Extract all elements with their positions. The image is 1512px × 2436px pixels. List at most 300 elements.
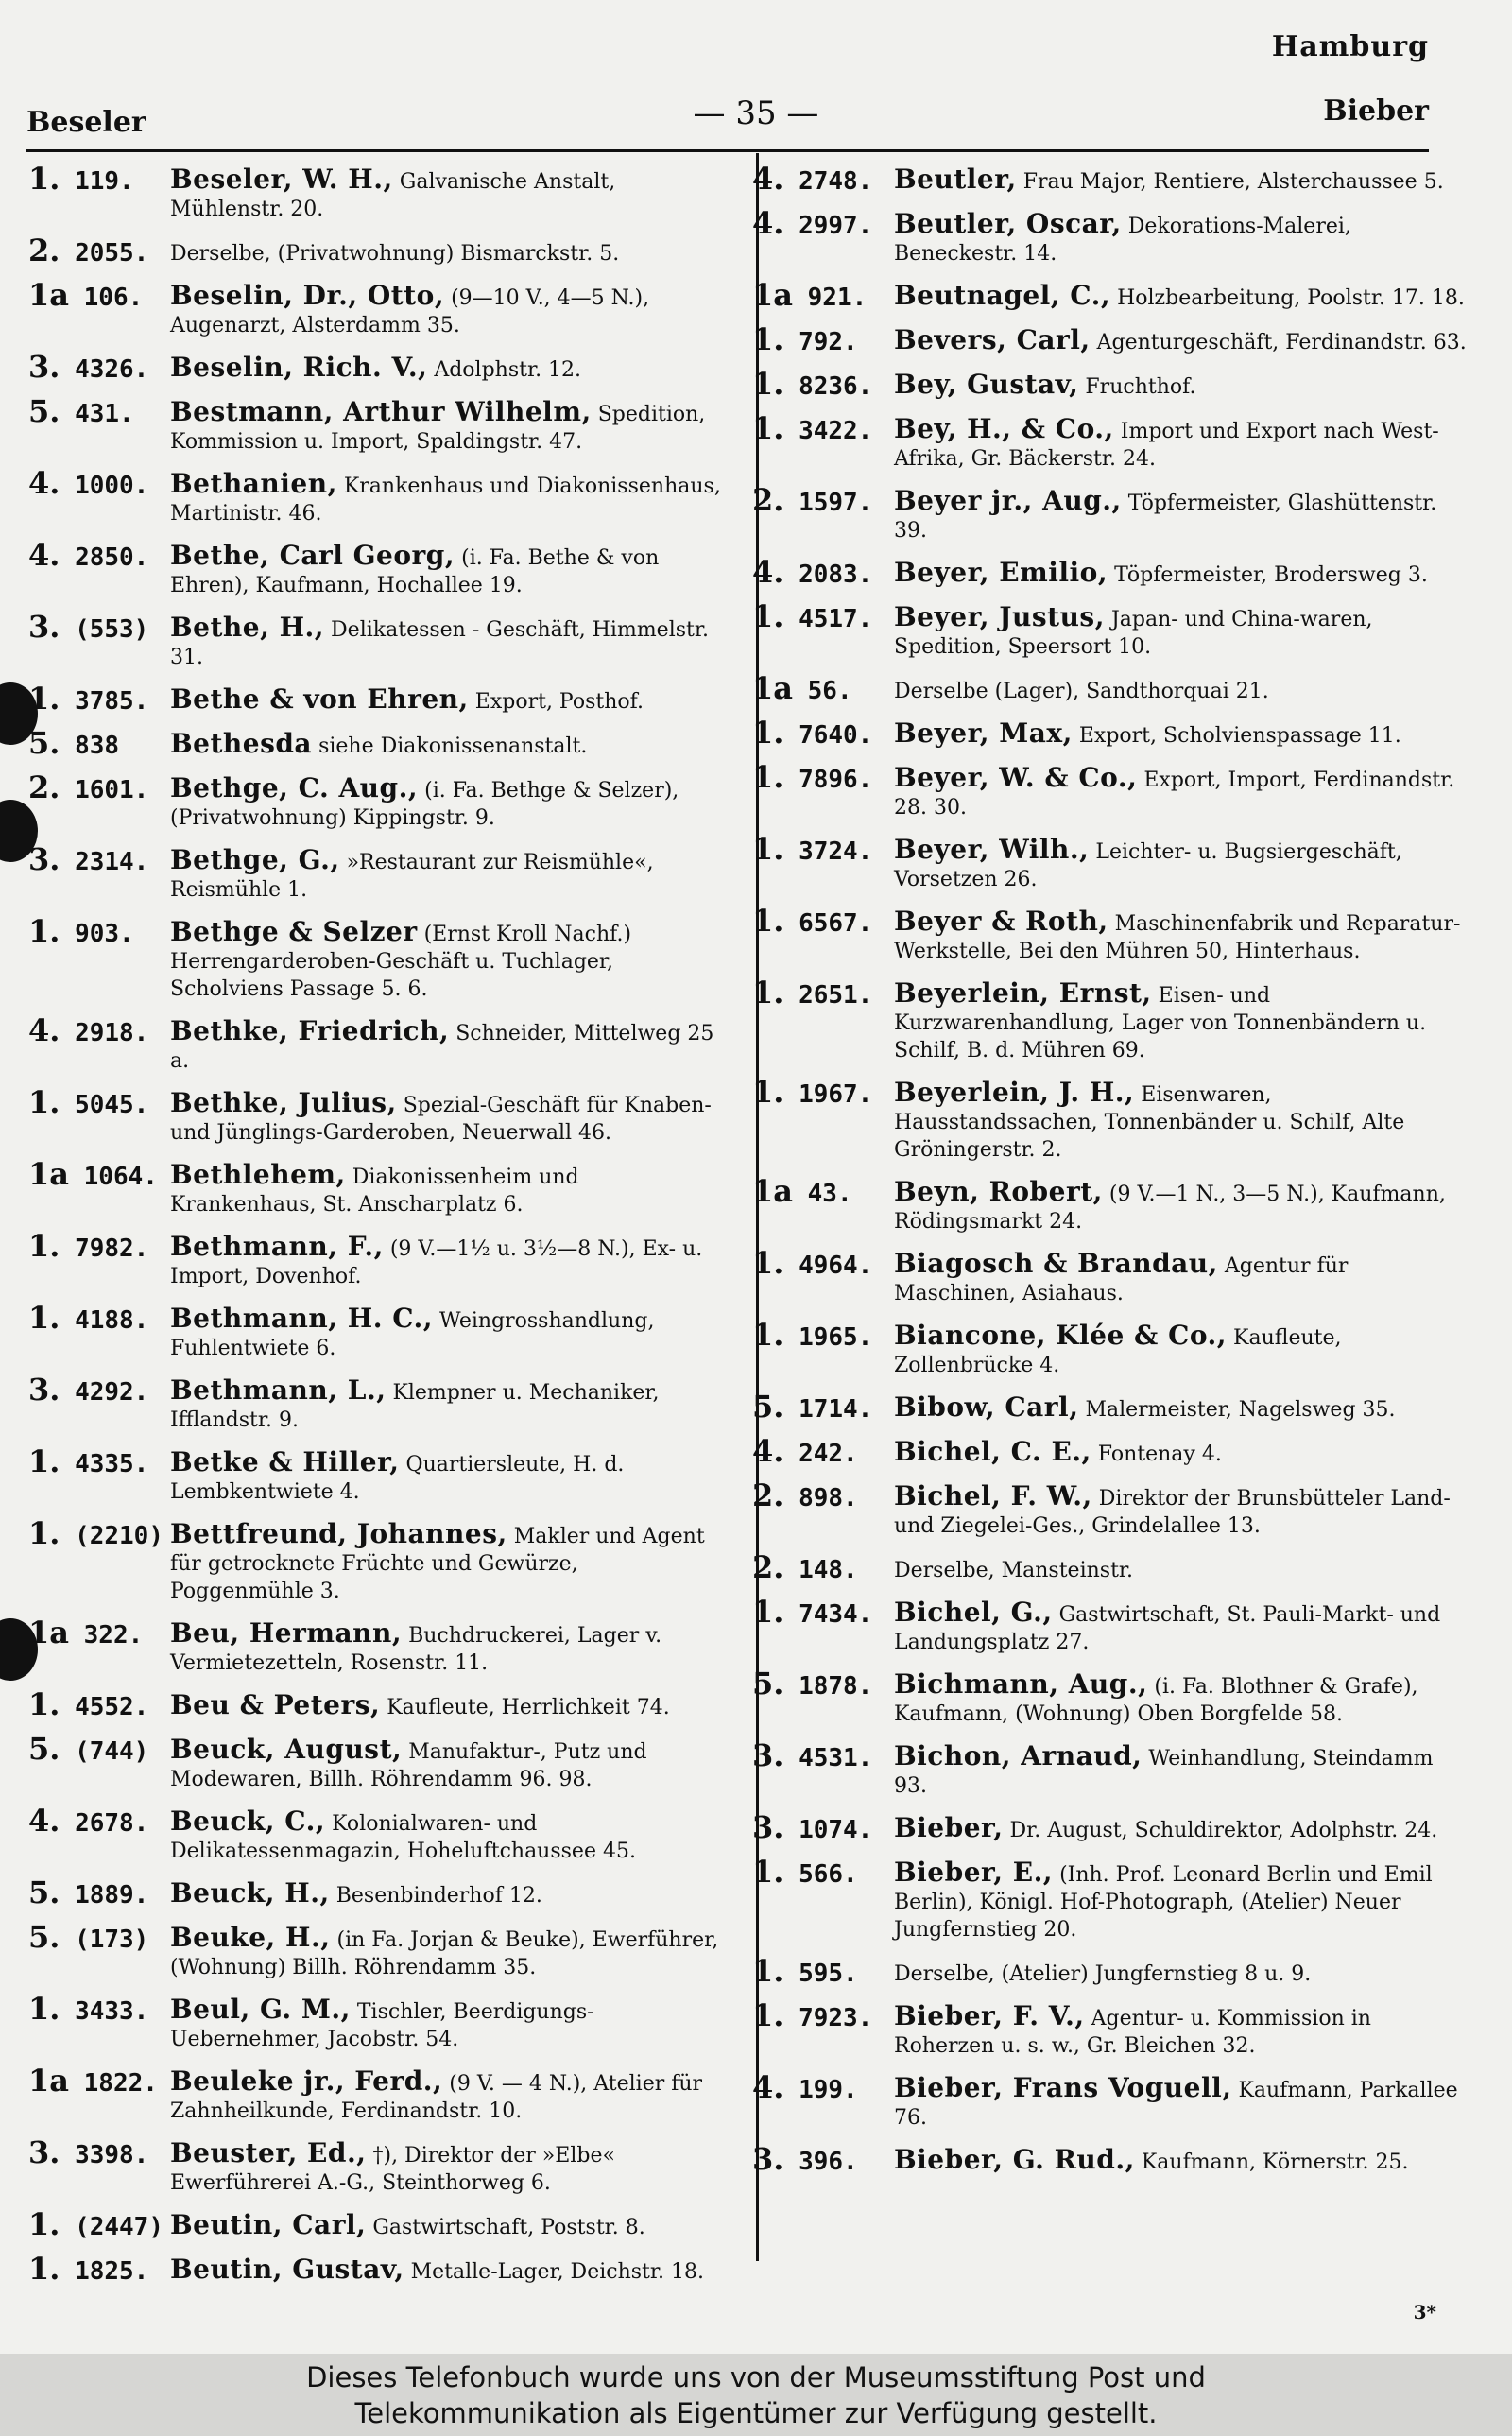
subscriber-details: (9 V.—1 N., 3—5 N.), Kaufmann, Rödingsmarkt 24. xyxy=(894,1183,1446,1234)
subscriber-details: (i. Fa. Bethe & von Ehren), Kaufmann, Hochallee 19. xyxy=(170,546,660,597)
line-number: (173) xyxy=(75,1926,149,1954)
directory-entry xyxy=(28,2063,728,2125)
directory-entry xyxy=(752,1953,1470,1989)
line-number: 4188. xyxy=(75,1306,149,1335)
subscriber-details: (Inh. Prof. Leonard Berlin und Emil Berlin), Königl. Hof-Photograph, (Atelier) Neuer Jungfernstieg 20. xyxy=(894,1863,1433,1942)
phone-number xyxy=(752,410,873,446)
exchange-code: 1. xyxy=(28,681,60,717)
exchange-code: 4. xyxy=(28,1012,60,1048)
phone-number xyxy=(28,2063,158,2099)
line-number: 431. xyxy=(75,400,134,428)
phone-number xyxy=(752,1737,873,1773)
subscriber-name: Beselin, Dr., Otto, xyxy=(170,280,445,311)
subscriber-name: Beyer, Max, xyxy=(894,717,1073,749)
line-number: 7982. xyxy=(75,1235,149,1263)
directory-entry xyxy=(752,2069,1470,2132)
phone-number xyxy=(28,393,134,429)
subscriber-details: Quartiersleute, H. d. Lembkentwiete 4. xyxy=(170,1453,625,1504)
subscriber-details: Dekorations-Malerei, Beneckestr. 14. xyxy=(894,215,1351,266)
subscriber-name: Beu & Peters, xyxy=(170,1689,381,1720)
subscriber-details: (Ernst Kroll Nachf.) Herrengarderoben-Geschäft u. Tuchlager, Scholviens Passage 5. 6. xyxy=(170,923,632,1001)
subscriber-name: Bethe, Carl Georg, xyxy=(170,540,455,571)
line-number: 4531. xyxy=(799,1744,873,1772)
exchange-code: 1a xyxy=(752,277,793,313)
line-number: 4335. xyxy=(75,1450,149,1478)
subscriber-details: Kaufleute, Zollenbrücke 4. xyxy=(894,1326,1342,1377)
phone-number xyxy=(752,161,873,197)
exchange-code: 4. xyxy=(752,1433,784,1469)
line-number: 3398. xyxy=(75,2141,149,2169)
phone-number xyxy=(752,1997,873,2033)
subscriber-details: Buchdruckerei, Lager v. Vermietezetteln, Rosenstr. 11. xyxy=(170,1624,662,1675)
exchange-code: 3. xyxy=(752,1737,784,1773)
directory-entry xyxy=(28,769,728,832)
phone-number xyxy=(28,841,149,877)
exchange-code: 1a xyxy=(28,1156,69,1192)
subscriber-details: Japan- und China-waren, Spedition, Speersort 10. xyxy=(894,608,1373,659)
line-number: 5045. xyxy=(75,1091,149,1119)
directory-entry xyxy=(752,975,1470,1064)
subscriber-name: Beuck, August, xyxy=(170,1734,403,1765)
subscriber-details: Derselbe, Mansteinstr. xyxy=(894,1559,1133,1582)
directory-entry xyxy=(28,1372,728,1434)
subscriber-details: Import und Export nach West-Afrika, Gr. Bäckerstr. 24. xyxy=(894,420,1439,471)
subscriber-details: (9 V. — 4 N.), Atelier für Zahnheilkunde, Ferdinandstr. 10. xyxy=(170,2072,703,2123)
line-number: (2447) xyxy=(75,2213,163,2241)
directory-entry xyxy=(752,831,1470,893)
directory-entry xyxy=(752,903,1470,965)
subscriber-details: Delikatessen - Geschäft, Himmelstr. 31. xyxy=(170,618,709,669)
directory-entry xyxy=(28,913,728,1003)
subscriber-name: Beuleke jr., Ferd., xyxy=(170,2065,443,2097)
phone-number xyxy=(752,759,873,795)
subscriber-details: Klempner u. Mechaniker, Ifflandstr. 9. xyxy=(170,1381,660,1432)
phone-number xyxy=(752,1594,873,1630)
subscriber-name: Bethge & Selzer xyxy=(170,916,418,947)
directory-entry xyxy=(28,465,728,527)
directory-entry xyxy=(752,715,1470,751)
subscriber-details: Eisenwaren, Hausstandssachen, Tonnenbänder u. Schilf, Alte Gröningerstr. 2. xyxy=(894,1083,1405,1162)
directory-entry xyxy=(752,1173,1470,1235)
phone-number xyxy=(752,1477,858,1513)
exchange-code: 5. xyxy=(28,393,60,429)
phone-number xyxy=(28,1228,149,1264)
directory-entry xyxy=(752,1594,1470,1656)
subscriber-details: Agentur für Maschinen, Asiahaus. xyxy=(894,1254,1349,1305)
directory-entry xyxy=(752,1389,1470,1425)
subscriber-name: Beu, Hermann, xyxy=(170,1617,403,1649)
exchange-code: 1. xyxy=(28,1228,60,1264)
exchange-code: 4. xyxy=(28,1803,60,1839)
phone-number xyxy=(752,1549,858,1585)
phone-number xyxy=(28,1686,149,1722)
line-number: 396. xyxy=(799,2148,858,2176)
directory-entry xyxy=(752,554,1470,590)
line-number: (744) xyxy=(75,1737,149,1766)
directory-entry xyxy=(752,670,1470,706)
subscriber-details: Tischler, Beerdigungs-Uebernehmer, Jacobstr. 54. xyxy=(170,2000,594,2051)
exchange-code: 1a xyxy=(28,277,69,313)
directory-entry xyxy=(28,1012,728,1075)
line-number: 148. xyxy=(799,1556,858,1584)
line-number: 7896. xyxy=(799,766,873,794)
subscriber-details: Gastwirtschaft, St. Pauli-Markt- und Landungsplatz 27. xyxy=(894,1603,1441,1654)
subscriber-name: Bethke, Julius, xyxy=(170,1087,397,1118)
phone-number xyxy=(28,1615,144,1650)
exchange-code: 1. xyxy=(752,903,784,939)
page-number: — 35 — xyxy=(693,95,819,132)
subscriber-details: Weinhandlung, Steindamm 93. xyxy=(894,1747,1434,1798)
subscriber-name: Beselin, Rich. V., xyxy=(170,352,428,383)
subscriber-details: (in Fa. Jorjan & Beuke), Ewerführer, (Wohnung) Billh. Röhrendamm 35. xyxy=(170,1928,719,1979)
subscriber-name: Biancone, Klée & Co., xyxy=(894,1320,1228,1351)
exchange-code: 1a xyxy=(752,670,793,706)
subscriber-details: Töpfermeister, Glashüttenstr. 39. xyxy=(894,492,1437,543)
subscriber-name: Bethesda xyxy=(170,728,313,759)
exchange-code: 4. xyxy=(752,554,784,590)
subscriber-name: Betke & Hiller, xyxy=(170,1446,400,1477)
subscriber-details: Makler und Agent für getrocknete Früchte und Gewürze, Poggenmühle 3. xyxy=(170,1525,705,1603)
left-column xyxy=(28,161,728,2300)
subscriber-details: Export, Import, Ferdinandstr. 28. 30. xyxy=(894,769,1455,820)
line-number: 106. xyxy=(83,284,144,312)
exchange-code: 1. xyxy=(752,1317,784,1353)
subscriber-name: Bethge, G., xyxy=(170,844,340,875)
exchange-code: 3. xyxy=(28,841,60,877)
phone-number xyxy=(752,1317,873,1353)
right-guide-word: Bieber xyxy=(1323,95,1429,128)
phone-number xyxy=(28,1875,149,1910)
subscriber-name: Bichel, F. W., xyxy=(894,1480,1092,1512)
exchange-code: 1. xyxy=(28,913,60,949)
line-number: 7434. xyxy=(799,1600,873,1629)
directory-entry xyxy=(28,1300,728,1362)
subscriber-details: siehe Diakonissenanstalt. xyxy=(318,734,588,758)
subscriber-name: Beutnagel, C., xyxy=(894,280,1111,311)
phone-number xyxy=(28,2134,149,2170)
subscriber-details: Schneider, Mittelweg 25 a. xyxy=(170,1022,714,1073)
subscriber-name: Bieber, E., xyxy=(894,1857,1054,1888)
subscriber-details: Kaufmann, Parkallee 76. xyxy=(894,2079,1458,2130)
directory-entry xyxy=(28,725,728,761)
phone-number xyxy=(28,1991,149,2027)
subscriber-name: Beyer, W. & Co., xyxy=(894,762,1138,793)
line-number: 1825. xyxy=(75,2257,149,2286)
subscriber-details: »Restaurant zur Reismühle«, Reismühle 1. xyxy=(170,851,654,902)
line-number: 3422. xyxy=(799,417,873,445)
phone-number xyxy=(28,2251,149,2287)
line-number: 903. xyxy=(75,920,134,948)
subscriber-details: Export, Posthof. xyxy=(474,690,644,714)
subscriber-name: Bethanien, xyxy=(170,468,337,499)
directory-entry xyxy=(28,1515,728,1605)
exchange-code: 3. xyxy=(752,2141,784,2177)
subscriber-details: (9—10 V., 4—5 N.), Augenarzt, Alsterdamm 35. xyxy=(170,286,650,337)
directory-entry xyxy=(28,841,728,904)
exchange-code: 1a xyxy=(28,2063,69,2099)
subscriber-details: Diakonissenheim und Krankenhaus, St. Anscharplatz 6. xyxy=(170,1166,579,1217)
exchange-code: 3. xyxy=(28,2134,60,2170)
line-number: 322. xyxy=(83,1621,144,1650)
subscriber-details: Galvanische Anstalt, Mühlenstr. 20. xyxy=(170,170,616,221)
line-number: 1064. xyxy=(83,1163,158,1191)
phone-number xyxy=(752,2141,858,2177)
subscriber-details: Derselbe, (Privatwohnung) Bismarckstr. 5. xyxy=(170,242,620,266)
exchange-code: 3. xyxy=(752,1809,784,1845)
directory-entry xyxy=(28,537,728,599)
line-number: 6567. xyxy=(799,909,873,938)
subscriber-details: Frau Major, Rentiere, Alsterchaussee 5. xyxy=(1022,170,1444,194)
subscriber-name: Beutin, Carl, xyxy=(170,2209,367,2240)
phone-number xyxy=(752,1666,873,1702)
directory-entry xyxy=(752,1997,1470,2060)
subscriber-details: Leichter- u. Bugsiergeschäft, Vorsetzen 26. xyxy=(894,840,1402,891)
directory-entry xyxy=(752,277,1470,313)
subscriber-name: Bichel, C. E., xyxy=(894,1436,1091,1467)
exchange-code: 1. xyxy=(752,975,784,1011)
subscriber-name: Bethmann, F., xyxy=(170,1231,384,1262)
subscriber-details: Fruchthof. xyxy=(1085,375,1196,399)
directory-entry xyxy=(752,482,1470,544)
phone-number xyxy=(752,1389,873,1425)
directory-entry xyxy=(28,1803,728,1865)
phone-number xyxy=(752,903,873,939)
phone-number xyxy=(28,233,149,268)
exchange-code: 5. xyxy=(28,1731,60,1767)
exchange-code: 3. xyxy=(28,609,60,645)
line-number: 898. xyxy=(799,1484,858,1512)
phone-number xyxy=(28,609,149,645)
exchange-code: 1a xyxy=(28,1615,69,1650)
exchange-code: 5. xyxy=(752,1666,784,1702)
directory-entry xyxy=(28,2251,728,2287)
subscriber-name: Bethe, H., xyxy=(170,612,325,643)
subscriber-details: Derselbe (Lager), Sandthorquai 21. xyxy=(894,680,1269,703)
directory-entry xyxy=(28,1875,728,1910)
subscriber-name: Bethmann, L., xyxy=(170,1374,387,1406)
directory-entry xyxy=(752,1074,1470,1164)
line-number: 56. xyxy=(807,677,852,705)
line-number: 921. xyxy=(807,284,868,312)
line-number: 3433. xyxy=(75,1997,149,2026)
line-number: 3785. xyxy=(75,687,149,716)
subscriber-details: Krankenhaus und Diakonissenhaus, Martinistr. 46. xyxy=(170,475,721,526)
phone-number xyxy=(28,277,144,313)
subscriber-name: Beuster, Ed., xyxy=(170,2137,367,2168)
phone-number xyxy=(28,161,134,197)
footer-line-2: Telekommunikation als Eigentümer zur Verfügung gestellt. xyxy=(354,2397,1158,2429)
line-number: 2918. xyxy=(75,1019,149,1047)
line-number: 2083. xyxy=(799,561,873,589)
subscriber-name: Bichon, Arnaud, xyxy=(894,1740,1143,1771)
directory-entry xyxy=(752,410,1470,473)
subscriber-name: Bethke, Friedrich, xyxy=(170,1015,450,1046)
subscriber-details: Kaufleute, Herrlichkeit 74. xyxy=(387,1696,670,1719)
phone-number xyxy=(28,1084,149,1120)
exchange-code: 4. xyxy=(752,205,784,241)
exchange-code: 1. xyxy=(28,1515,60,1551)
subscriber-name: Beyer & Roth, xyxy=(894,906,1108,937)
subscriber-details: Weingrosshandlung, Fuhlentwiete 6. xyxy=(170,1309,655,1360)
subscriber-details: Besenbinderhof 12. xyxy=(335,1884,542,1908)
directory-entry xyxy=(28,1919,728,1981)
subscriber-details: Gastwirtschaft, Poststr. 8. xyxy=(372,2216,645,2239)
subscriber-name: Bethlehem, xyxy=(170,1159,346,1190)
subscriber-name: Beyer, Wilh., xyxy=(894,834,1090,865)
subscriber-details: †), Direktor der »Elbe« Ewerführerei A.-G., Steinthorweg 6. xyxy=(170,2144,615,2195)
line-number: 566. xyxy=(799,1860,858,1889)
directory-entry xyxy=(28,609,728,671)
subscriber-name: Bieber, xyxy=(894,1812,1004,1843)
subscriber-name: Bestmann, Arthur Wilhelm, xyxy=(170,396,592,427)
exchange-code: 2. xyxy=(28,769,60,805)
exchange-code: 1. xyxy=(752,1997,784,2033)
phone-number xyxy=(28,1443,149,1479)
directory-entry xyxy=(28,1731,728,1793)
exchange-code: 2. xyxy=(752,1549,784,1585)
subscriber-name: Beyerlein, J. H., xyxy=(894,1077,1135,1108)
phone-number xyxy=(752,205,873,241)
exchange-code: 3. xyxy=(28,1372,60,1408)
subscriber-details: Spezial-Geschäft für Knaben- und Jünglings-Garderoben, Neuerwall 46. xyxy=(170,1094,712,1145)
exchange-code: 5. xyxy=(28,1875,60,1910)
line-number: 838 xyxy=(75,732,120,760)
exchange-code: 1. xyxy=(752,715,784,751)
footer-line-1: Dieses Telefonbuch wurde uns von der Museumsstiftung Post und xyxy=(306,2361,1206,2393)
exchange-code: 1. xyxy=(752,1953,784,1989)
phone-number xyxy=(28,537,149,573)
line-number: 2850. xyxy=(75,544,149,572)
line-number: 2651. xyxy=(799,981,873,1010)
directory-entry xyxy=(752,1245,1470,1307)
line-number: 1965. xyxy=(799,1323,873,1352)
subscriber-name: Biagosch & Brandau, xyxy=(894,1248,1218,1279)
directory-entry xyxy=(28,161,728,223)
exchange-code: 4. xyxy=(752,161,784,197)
subscriber-name: Bieber, F. V., xyxy=(894,2000,1085,2031)
subscriber-name: Bibow, Carl, xyxy=(894,1391,1079,1423)
exchange-code: 1. xyxy=(752,598,784,634)
line-number: 595. xyxy=(799,1960,858,1988)
exchange-code: 3. xyxy=(28,349,60,385)
exchange-code: 1. xyxy=(28,1991,60,2027)
subscriber-details: (9 V.—1½ u. 3½—8 N.), Ex- u. Import, Dovenhof. xyxy=(170,1237,703,1288)
line-number: 792. xyxy=(799,328,858,356)
subscriber-name: Beutler, Oscar, xyxy=(894,208,1122,239)
subscriber-details: Maschinenfabrik und Reparatur-Werkstelle, Bei den Mühren 50, Hinterhaus. xyxy=(894,912,1461,963)
line-number: 43. xyxy=(807,1180,852,1208)
directory-entry xyxy=(752,366,1470,402)
subscriber-details: Agentur- u. Kommission in Roherzen u. s. w., Gr. Bleichen 32. xyxy=(894,2007,1371,2058)
line-number: 7640. xyxy=(799,721,873,750)
phone-number xyxy=(28,1300,149,1336)
line-number: 119. xyxy=(75,167,134,196)
exchange-code: 4. xyxy=(28,465,60,501)
line-number: 4552. xyxy=(75,1693,149,1721)
line-number: 3724. xyxy=(799,838,873,866)
subscriber-name: Beuck, H., xyxy=(170,1877,330,1909)
subscriber-name: Beyerlein, Ernst, xyxy=(894,977,1152,1009)
line-number: 1074. xyxy=(799,1816,873,1844)
phone-number xyxy=(28,1156,158,1192)
phone-number xyxy=(752,366,873,402)
subscriber-details: Kolonialwaren- und Delikatessenmagazin, Hoheluftchaussee 45. xyxy=(170,1812,636,1863)
exchange-code: 5. xyxy=(28,725,60,761)
phone-number xyxy=(752,1245,873,1281)
directory-entry xyxy=(28,277,728,339)
subscriber-details: Metalle-Lager, Deichstr. 18. xyxy=(410,2260,704,2284)
subscriber-name: Beuck, C., xyxy=(170,1805,326,1837)
directory-entry xyxy=(752,1433,1470,1469)
exchange-code: 1. xyxy=(28,1443,60,1479)
directory-entry xyxy=(28,393,728,456)
right-column xyxy=(752,161,1470,2190)
subscriber-name: Bey, Gustav, xyxy=(894,369,1079,400)
line-number: 1714. xyxy=(799,1395,873,1424)
subscriber-name: Beyer, Justus, xyxy=(894,601,1105,632)
exchange-code: 1. xyxy=(28,2206,60,2242)
phone-number xyxy=(752,554,873,590)
city-header: Hamburg xyxy=(1271,30,1429,63)
line-number: 1822. xyxy=(83,2069,158,2098)
directory-entry xyxy=(752,759,1470,821)
phone-number xyxy=(752,598,873,634)
subscriber-name: Beseler, W. H., xyxy=(170,164,393,195)
exchange-code: 4. xyxy=(28,537,60,573)
exchange-code: 1. xyxy=(752,1594,784,1630)
line-number: 4292. xyxy=(75,1378,149,1407)
phone-number xyxy=(28,1803,149,1839)
phone-number xyxy=(752,1173,852,1209)
line-number: 1967. xyxy=(799,1080,873,1109)
directory-entry xyxy=(752,2141,1470,2177)
directory-entry xyxy=(28,1991,728,2053)
phone-number xyxy=(752,975,873,1011)
line-number: 2055. xyxy=(75,239,149,268)
line-number: 4964. xyxy=(799,1252,873,1280)
line-number: 1000. xyxy=(75,472,149,500)
exchange-code: 5. xyxy=(28,1919,60,1955)
exchange-code: 1a xyxy=(752,1173,793,1209)
subscriber-name: Bieber, G. Rud., xyxy=(894,2144,1135,2175)
phone-number xyxy=(28,349,149,385)
phone-number xyxy=(752,1953,858,1989)
phone-number xyxy=(28,1731,149,1767)
phone-number xyxy=(752,1074,873,1110)
phone-number xyxy=(752,1809,873,1845)
phone-number xyxy=(28,1012,149,1048)
directory-entry xyxy=(752,1854,1470,1944)
subscriber-name: Bichel, G., xyxy=(894,1597,1053,1628)
line-number: 2748. xyxy=(799,167,873,196)
exchange-code: 4. xyxy=(752,2069,784,2105)
directory-entry xyxy=(28,1615,728,1677)
line-number: 2314. xyxy=(75,848,149,876)
exchange-code: 1. xyxy=(752,366,784,402)
phone-number xyxy=(752,2069,858,2105)
directory-entry xyxy=(752,205,1470,268)
subscriber-details: Kaufmann, Körnerstr. 25. xyxy=(1141,2151,1409,2174)
directory-entry xyxy=(28,1686,728,1722)
line-number: 1878. xyxy=(799,1672,873,1701)
subscriber-name: Beuke, H., xyxy=(170,1922,331,1953)
line-number: 7923. xyxy=(799,2004,873,2032)
subscriber-details: Dr. August, Schuldirektor, Adolphstr. 24. xyxy=(1009,1819,1438,1842)
subscriber-details: Direktor der Brunsbütteler Land- und Ziegelei-Ges., Grindelallee 13. xyxy=(894,1487,1451,1538)
directory-entry xyxy=(752,598,1470,661)
line-number: 1601. xyxy=(75,776,149,804)
phone-number xyxy=(752,482,873,518)
